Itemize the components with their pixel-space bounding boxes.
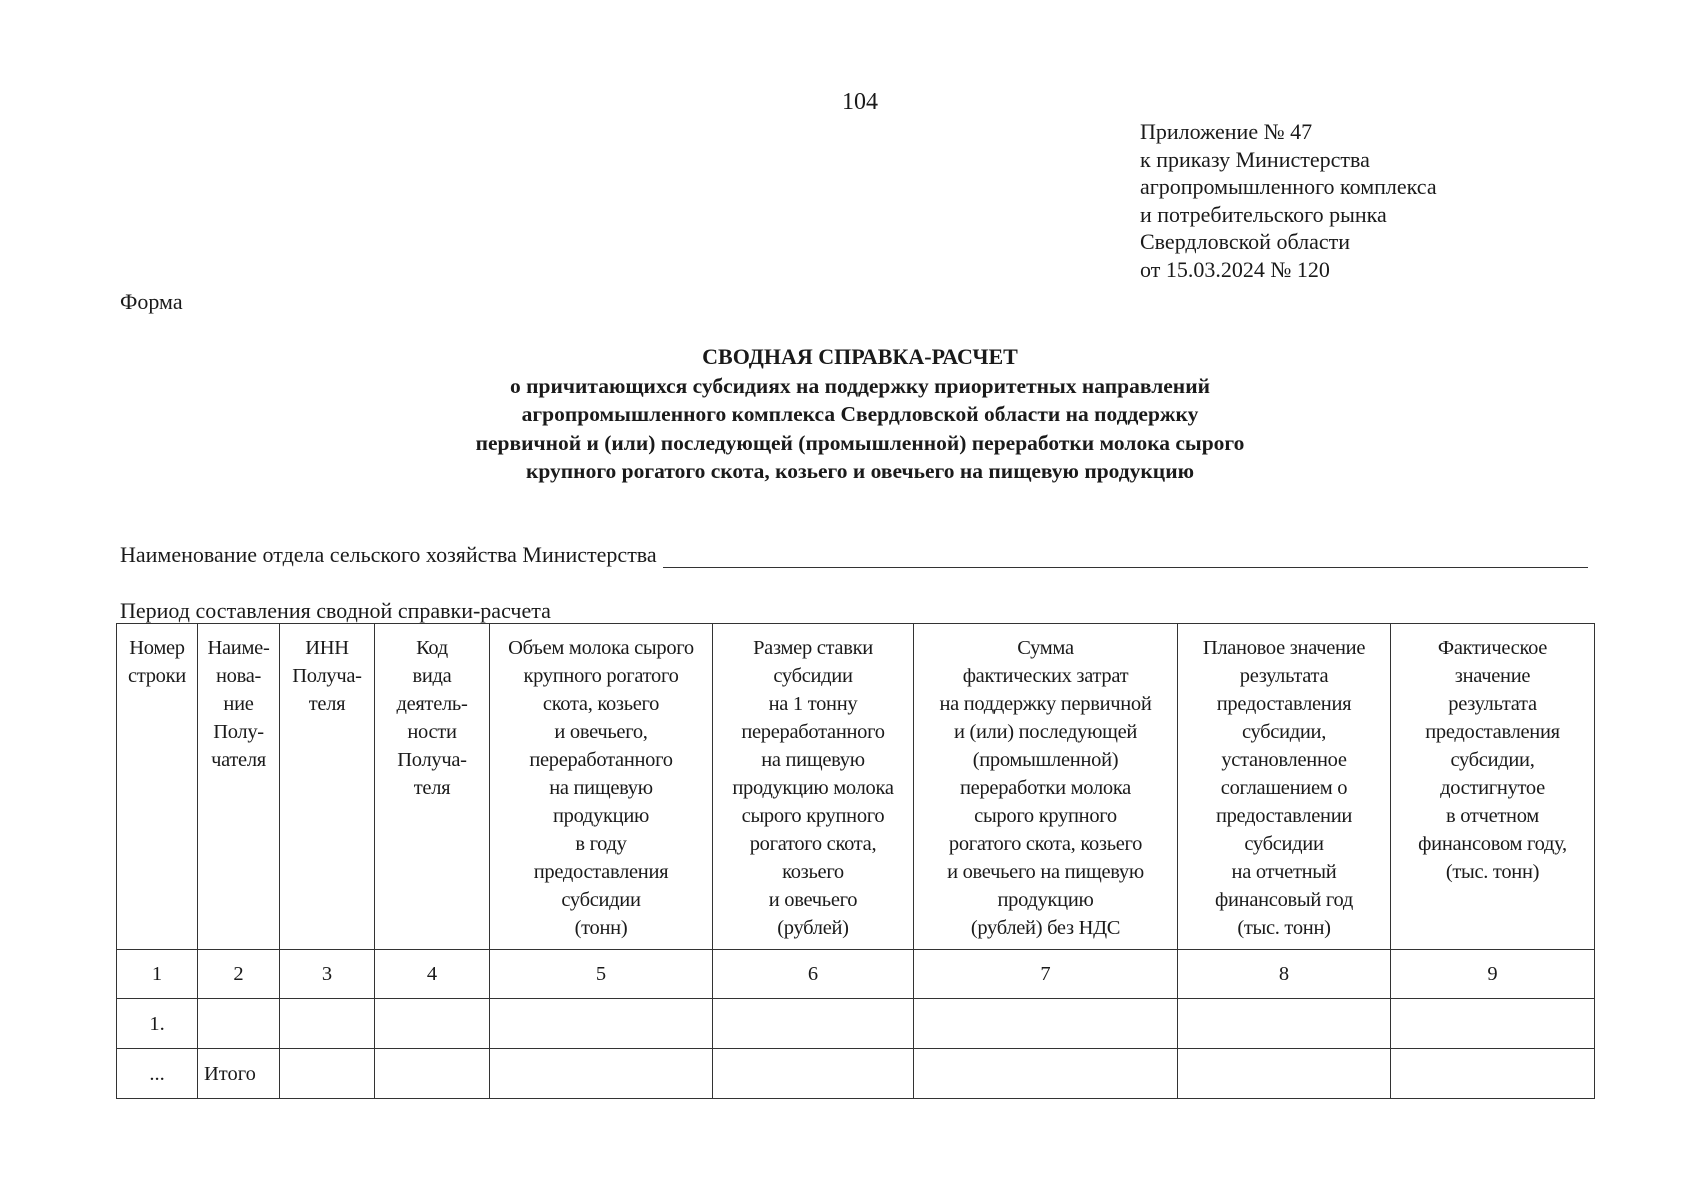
appendix-line: к приказу Министерства [1140,146,1370,172]
report-table [116,623,1595,1099]
department-input-line[interactable] [663,547,1588,568]
appendix-line: и потребительского рынка [1140,201,1387,227]
column-header: Сумма фактических затрат на поддержку первичной и (или) последующей (промышленной) переработки молока сырого крупного рогатого скота, козьего и овечьего на пищевую продукцию (рублей) без НДС [914,624,1178,950]
table-cell[interactable] [1178,999,1391,1049]
column-number: 2 [198,950,280,999]
period-label: Период составления сводной справки-расчета [120,598,551,623]
period-input-line[interactable] [557,603,1580,624]
table-row [117,999,1595,1049]
column-number-row [117,950,1595,999]
department-field [120,542,1588,568]
column-header: Объем молока сырого крупного рогатого скота, козьего и овечьего, переработанного на пищевую продукцию в году предоставления субсидии (тонн) [490,624,713,950]
table-cell[interactable] [280,1049,375,1099]
table-row-total [117,1049,1595,1099]
page-number: 104 [842,89,878,115]
column-header: ИНН Получа- теля [280,624,375,950]
table-cell[interactable] [914,1049,1178,1099]
document-title-main: СВОДНАЯ СПРАВКА-РАСЧЕТ [702,344,1018,369]
column-number: 1 [117,950,198,999]
total-label-cell[interactable]: Итого [198,1049,280,1099]
table-cell[interactable] [713,999,914,1049]
appendix-reference [1140,118,1437,283]
column-header: Плановое значение результата предоставления субсидии, установленное соглашением о предоставлении субсидии на отчетный финансовый год (тыс. тонн) [1178,624,1391,950]
form-label: Форма [120,289,183,314]
appendix-line: агропромышленного комплекса [1140,174,1437,199]
period-field [120,598,1580,624]
appendix-line: от 15.03.2024 № 120 [1140,256,1330,282]
appendix-line: Свердловской области [1140,229,1350,254]
column-header: Наиме- нова- ние Полу- чателя [198,624,280,950]
column-header: Код вида деятель- ности Получа- теля [375,624,490,950]
table-header-row [117,624,1595,950]
column-number: 6 [713,950,914,999]
document-subtitle-line: о причитающихся субсидиях на поддержку приоритетных направлений [510,373,1210,398]
table-cell[interactable] [1178,1049,1391,1099]
column-number: 5 [490,950,713,999]
department-label: Наименование отдела сельского хозяйства Министерства [120,542,657,567]
column-number: 7 [914,950,1178,999]
table-cell[interactable] [280,999,375,1049]
column-number: 8 [1178,950,1391,999]
table-cell[interactable] [713,1049,914,1099]
table-cell[interactable] [375,999,490,1049]
table-cell[interactable] [490,999,713,1049]
table-cell[interactable] [1391,1049,1595,1099]
column-header: Фактическое значение результата предоставления субсидии, достигнутое в отчетном финансовом году, (тыс. тонн) [1391,624,1595,950]
table-cell[interactable] [490,1049,713,1099]
document-subtitle-line: крупного рогатого скота, козьего и овечьего на пищевую продукцию [525,459,1195,483]
appendix-line: Приложение № 47 [1140,119,1313,144]
column-header: Номер строки [117,624,198,950]
table-cell[interactable] [1391,999,1595,1049]
table-cell[interactable] [375,1049,490,1099]
document-title [0,343,1697,486]
column-number: 4 [375,950,490,999]
column-number: 3 [280,950,375,999]
table-cell[interactable]: 1. [117,999,198,1049]
column-header: Размер ставки субсидии на 1 тонну переработанного на пищевую продукцию молока сырого крупного рогатого скота, козьего и овечьего (рублей) [713,624,914,950]
column-number: 9 [1391,950,1595,999]
table-cell[interactable] [198,999,280,1049]
table-cell[interactable] [914,999,1178,1049]
table-cell[interactable]: ... [117,1049,198,1099]
document-subtitle-line: агропромышленного комплекса Свердловской области на поддержку [521,402,1199,426]
document-subtitle-line: первичной и (или) последующей (промышленной) переработки молока сырого [475,430,1245,455]
